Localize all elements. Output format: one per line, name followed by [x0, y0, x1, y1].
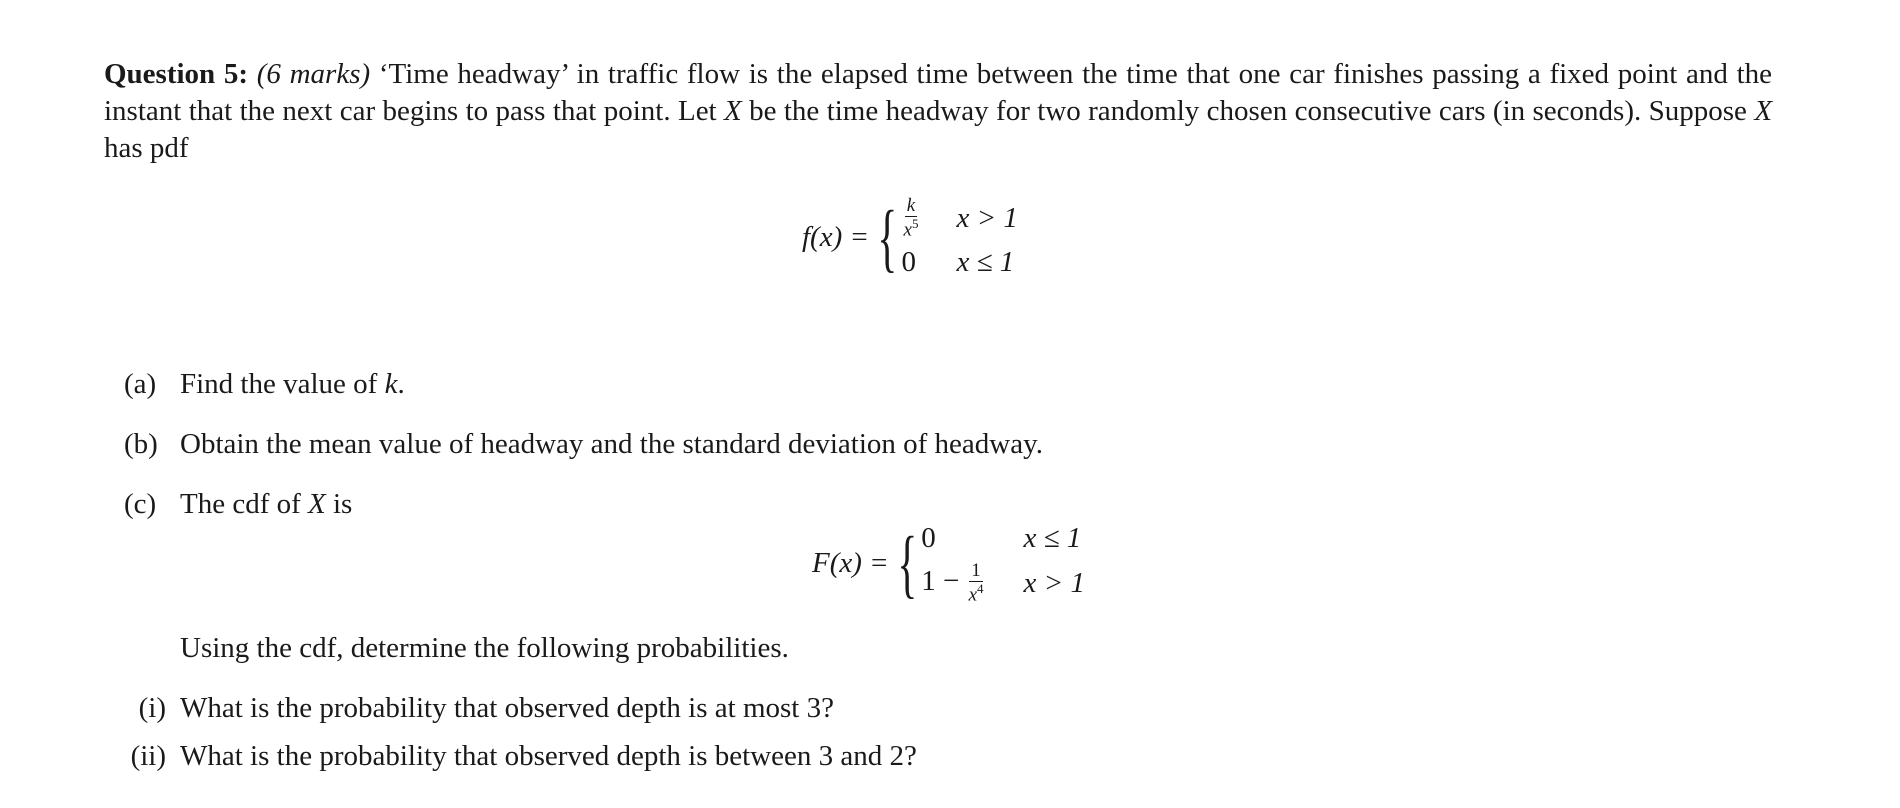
pdf-case1-value [902, 196, 921, 240]
part-a-label: (a) [124, 368, 157, 400]
intro-text-2: be the time headway for two randomly chosen consecutive cars (in seconds). Suppose [749, 95, 1747, 127]
cdf-case2-condition: x > 1 [1023, 566, 1085, 599]
part-c-label: (c) [124, 488, 157, 520]
cdf-case2-value: 1 − $\frac{1}{x^4}$ [921, 560, 984, 606]
pdf-lhs: f(x) = [802, 221, 870, 254]
fraction [902, 196, 921, 240]
pdf-case1-condition: x > 1 [956, 201, 1018, 234]
pdf-cases [902, 196, 1018, 279]
intro-text-3: has pdf [104, 132, 189, 164]
part-c-text: The cdf of [180, 488, 301, 520]
sub-ii-label: (ii) [130, 740, 166, 772]
followup-text: Using the cdf, determine the following probabilities. [180, 632, 789, 664]
pdf-case2-value: 0 [901, 246, 917, 279]
pdf-case2-condition: x ≤ 1 [956, 246, 1015, 279]
frac-numerator: 1 [971, 560, 981, 581]
var-x: X [308, 488, 326, 520]
part-c-text-end: is [333, 488, 353, 520]
cdf-cases [921, 522, 1085, 605]
part-b-text: Obtain the mean value of headway and the standard deviation of headway. [180, 428, 1043, 460]
frac-denominator: $x^5$ [903, 215, 919, 241]
part-b [124, 428, 1043, 461]
question-intro [104, 56, 1772, 167]
sub-i-text: What is the probability that observed depth is at most 3? [180, 692, 834, 724]
sub-i-label: (i) [138, 692, 166, 724]
cdf-case1-condition: x ≤ 1 [1023, 522, 1082, 554]
var-x: X [1754, 95, 1773, 127]
fraction [967, 561, 986, 605]
sub-ii-text: What is the probability that observed depth is between 3 and 2? [180, 740, 917, 772]
var-x: X [724, 95, 742, 127]
frac-numerator: k [906, 195, 916, 216]
cdf-lhs: F(x) = [812, 547, 889, 580]
part-c [124, 488, 352, 521]
part-a-period: . [397, 368, 405, 400]
sub-question-ii [110, 740, 917, 773]
part-a-text: Find the value of [180, 368, 378, 400]
frac-denominator: $x^4$ [968, 580, 984, 606]
left-brace: { [896, 521, 918, 606]
cdf-equation [812, 522, 1085, 605]
intro-text-1: ‘Time headway’ in traffic flow is the elapsed time between the time that one car finishes passing a fixed point and the instant that the next car begins to pass that point. Let [104, 58, 1773, 127]
sub-question-i [110, 692, 834, 725]
var-k: k [384, 368, 398, 400]
pdf-equation [802, 196, 1018, 279]
question-label: Question 5: [104, 58, 249, 90]
question-marks: (6 marks) [256, 58, 371, 90]
cdf-case1-value: 0 [921, 522, 936, 554]
part-a [124, 368, 405, 401]
left-brace: { [877, 195, 898, 280]
part-b-label: (b) [124, 428, 158, 460]
